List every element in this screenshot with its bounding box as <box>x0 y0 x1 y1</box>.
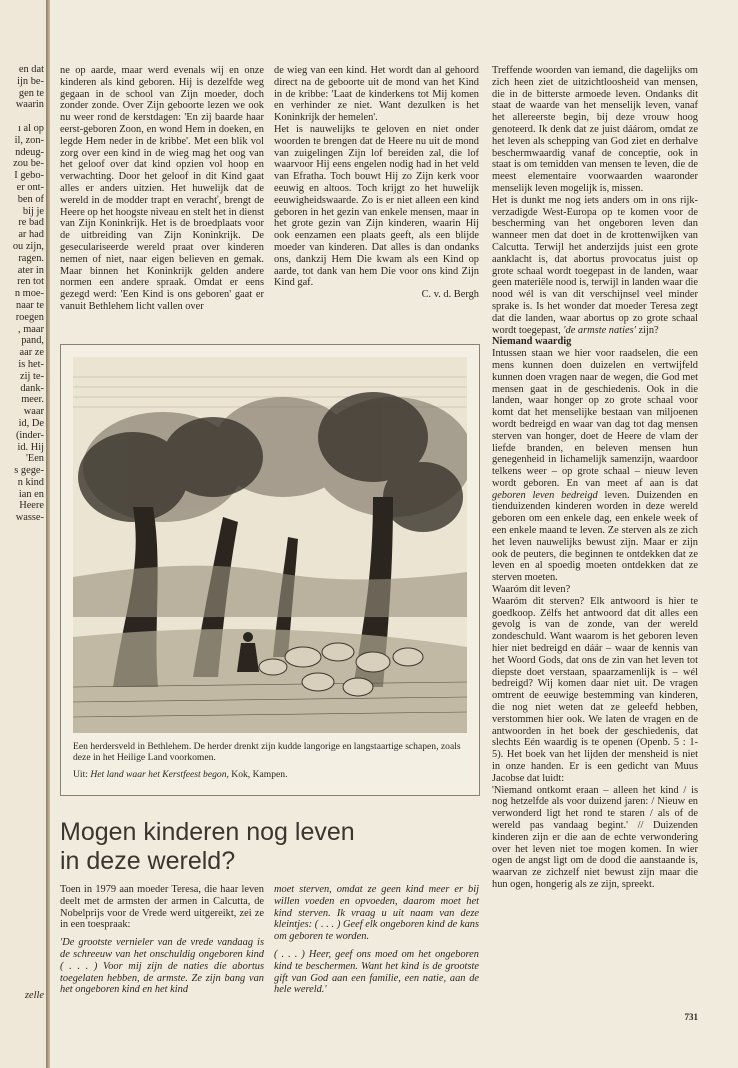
headline-line-1: Mogen kinderen nog leven <box>60 818 355 846</box>
figure-box <box>60 344 480 796</box>
figure-credit <box>73 769 467 780</box>
column-3 <box>492 65 698 1010</box>
column-2-bottom <box>274 884 479 996</box>
paragraph: Waaróm dit leven? <box>492 584 571 596</box>
paragraph: Het is nauwelijks te geloven en niet onder woorden te brengen dat de Heere nu uit de mond van zuigelingen Zijn lof bereiden zal, die lof waarvoor Hij eens engelen nodig had in het veld van Efratha. Toch bouwt Hij zo Zijn kerk voor eeuwig en altoos. Toch krijgt zo het huwelijk eeuwigheidswaarde. Zo is er niet alleen een kind geboren in het gezin van enkele mensen, maar in het grote gezin van Zijn kinderen, waarin Hij ook eenzamen een plaats geeft, als een blijde moeder van kinderen. Dat alles is dan ondanks ons, dankzij Hem Die kwam als een Kind op aarde, tot dank van hem Die voor ons kind Zijn Kind gaf. <box>274 123 479 289</box>
fragment-line: en dat <box>18 64 44 75</box>
previous-page-text-fragment <box>0 64 44 524</box>
fragment-line: (inder- <box>15 429 44 441</box>
fragment-line: n moe- <box>14 288 44 300</box>
paragraph: ne op aarde, maar werd evenals wij en onze kinderen als kind geboren. Hij is dezelfde weg gegaan in de school van Zijn moeder, doch zonder zonde. Over Zijn geboorte lezen we ook nu weer rond de kerstdagen: 'En zij baarde haar eerst-geboren Zoon, en wond Hem in doeken, en legde Hem neder in de kribbe'. Met een blik vol zorg over een kind in de wieg mag het oog van het geloof over dat kind opzien vol hoop en verwachting. Door het geloof in dit Kind gaat alles er anders uitzien. Het huwelijk dat de wereld in de modder trapt en verachť, brengt de Heere op het hoogste niveau en stelt het in dienst van Zijn Koninkrijk. Het is de broedplaats voor de uitbreiding van Zijn Koninkrijk. De geseculariseerde wereld praat over kinderen nemen of niet, naar eigen believen en gemak. Maar binnen het Koninkrijk gelden andere normen een andere spraak. Omdat er eens gezegd werd: 'Een Kind is ons geboren' gaat er vanuit Bethlehem licht vallen over <box>60 65 265 312</box>
fragment-line: gen te <box>18 87 44 99</box>
fragment-line: re bad <box>18 217 44 229</box>
paragraph: Waaróm dit sterven? Elk antwoord is hier te goedkoop. Zélfs het antwoord dat dit alles een gevolg is van de zonde, van der wereld zondeschuld. Want waarom is het geboren leven hier niet bedreigd en dáár – waar de kennis van het Woord Gods, dat ons de zin van het leven tot diepste doet verstaan, spaarzamenlijk is – wél bedreigd? Wij komen daar niet uit. De vragen omtrent de eeuwige bestemming van kinderen, die nog niet weten dat ze geleefd hebben, verstommen hier ook. We laten de vragen en de antwoorden in het boek der geschiedenis, dat slechts Eén waardig is te openen (Openb. 5 : 1-5). Het boek van het lijden der mensheid is niet in onze handen. Er is een gedicht van Muus Jacobse dat luidt: <box>492 595 698 784</box>
fragment-line: 'Een <box>25 453 44 465</box>
quote-paragraph: 'De grootste vernieler van de vrede vandaag is de schreeuw van het onschuldig ongeboren kind ( . . . ) Voor mij zijn de naties die abortus toegelaten hebben, de armste. Ze zijn bang van het ongeboren kind en het kind <box>60 937 264 996</box>
credit-book-title: Het land waar het Kerstfeest begon, <box>90 769 229 780</box>
quote-paragraph: ( . . . ) Heer, geef ons moed om het ongeboren kind te beschermen. Want het kind is de grootste gift van God aan een familie, een natie, aan de hele wereld.' <box>274 948 479 996</box>
credit-prefix: Uit: <box>73 769 91 780</box>
fragment-line: s gege- <box>14 465 44 477</box>
fragment-line: naar te <box>16 299 44 311</box>
fragment-line: ragen. <box>18 252 44 264</box>
text-run: Het is dunkt me nog iets anders om in ons rijk-verzadigde West-Europa op te komen voor de bescherming van het ongeboren leven dan wanneer men dat doet in de krottenwijken van Calcutta. Terwijl het anderzijds juist een grote aanklacht is, dat abortus provocatus juist op grote schaal wordt toegepast in de landen, waar geen materiële nood is, terwijl in landen waar die nood wél is van dit verschijnsel veel minder sprake is. Is het wonder dat moeder Teresa zegt dat die landen, waar abortus op zo grote schaal wordt toegepast, <box>492 194 698 336</box>
fragment-line: zou be- <box>13 158 44 170</box>
fragment-line: id, De <box>18 417 44 429</box>
fragment-line: wasse- <box>15 512 44 524</box>
fragment-line: , maar <box>18 323 44 335</box>
text-run: zijn? <box>635 324 659 336</box>
fragment-line: ar had <box>18 229 44 241</box>
paragraph <box>492 348 698 584</box>
article-headline <box>60 818 480 876</box>
column-2-top <box>274 65 479 301</box>
column-1-bottom <box>60 884 264 996</box>
fragment-line: dank- <box>20 382 44 394</box>
fragment-line: ou zijn, <box>12 240 44 252</box>
etching-shepherd-field-illustration <box>73 357 467 733</box>
fragment-line: pand, <box>21 335 44 347</box>
emphasis: geboren leven bedreigd <box>492 489 598 501</box>
fragment-line: id. Hij <box>17 441 44 453</box>
credit-publisher: Kok, Kampen. <box>228 769 288 780</box>
text-run: Intussen staan we hier voor raadselen, die een mens kunnen doen duizelen en vertwijfeld kunnen doen vragen naar de wegen, die God met mensen gaat in de geschiedenis. Ook in die landen, waar honger op zo grote schaal voor komt dat het menselijke bestaan van miljoenen wordt bedreigd en waar van dag tot dag mensen sterven van honger, doet de Heere de vlam der liefde branden, en beleven mensen hun genegenheid in lichamelijk samenzijn, waardoor telkens weer – op grote schaal – nieuw leven wordt geboren. En van meet af aan is dat <box>492 348 698 489</box>
fragment-line: waar <box>23 406 44 418</box>
fragment-line: er ont- <box>16 181 44 193</box>
column-1-top <box>60 65 264 313</box>
previous-page-edge <box>0 0 46 1068</box>
quote-paragraph: moet sterven, omdat ze geen kind meer er bij willen voeden en opvoeden, daarom moet het kind sterven. Ik vraag u uit naam van deze kleintjes: ( . . . ) Geef elk ongeboren kind de kans om geboren te worden. <box>274 884 479 943</box>
figure-caption: Een herdersveld in Bethlehem. De herder drenkt zijn kudde langorige en langstaartige schapen, zoals deze in het Heilige Land voorkomen. <box>73 741 461 763</box>
author-signature: C. v. d. Bergh <box>421 289 479 301</box>
fragment-line: ater in <box>17 264 44 276</box>
text-run: leven. Duizenden en tienduizenden kinderen worden in deze wereld geboren om een enkele dag, een enkele week of een enkele maand te leven. Ze sterven als ze zich het leven nauwelijks bewust zijn. Maar er zijn ook de peuters, die beginnen te ontdekken dat ze leven en al spoedig moeten ontdekken dat ze sterven moeten. <box>492 489 698 584</box>
fragment-line: ndeug- <box>15 146 44 158</box>
book-spine-shadow <box>46 0 50 1068</box>
previous-page-signature-fragment: zelle <box>24 990 44 1001</box>
fragment-line: aar ze <box>19 347 44 359</box>
fragment-line: Heere <box>19 500 44 512</box>
fragment-line: waarin <box>15 99 44 111</box>
fragment-line: ijn be- <box>17 75 44 87</box>
emphasis: 'de armste naties' <box>563 324 636 336</box>
fragment-line: zij te- <box>20 370 44 382</box>
fragment-line: bij je <box>22 205 44 217</box>
page-number: 731 <box>684 1012 698 1022</box>
fragment-line: n kind <box>17 476 44 488</box>
fragment-line: is het- <box>18 358 44 370</box>
headline-line-2: in deze wereld? <box>60 847 236 875</box>
fragment-line: ian en <box>18 488 44 500</box>
fragment-line: roegen <box>15 311 44 323</box>
paragraph: Treffende woorden van iemand, die dagelijks om zich heen ziet de uitzichtloosheid van mensen, die in de bitterste armoede leven. Ondanks dit staat de waarde van het menselijk leven, vanaf het allereerste begin, bij deze vrouw hoog genoteerd. Ik denk dat ze juist dáárom, omdat ze het leven als schepping van God ziet en derhalve beschermwaardig vanaf de conceptie, ook in staat is om temidden van mensen te leven, die de meest elementaire voorwaarden waaronder menselijk leven mogelijk is, missen. <box>492 65 698 194</box>
fragment-line: ben of <box>17 193 44 205</box>
fragment-line: I gebo- <box>14 170 44 182</box>
paragraph: de wieg van een kind. Het wordt dan al gehoord direct na de geboorte uit de mond van het Kind in de kribbe: 'Laat de kinderkens tot Mij komen en verhinder ze niet. Want dezulken is het Koninkrijk der hemelen'. <box>274 65 479 124</box>
fragment-line <box>0 111 44 123</box>
section-subheading: Niemand waardig <box>492 336 572 348</box>
fragment-line: meer. <box>21 394 44 406</box>
poem-paragraph: 'Niemand ontkomt eraan – alleen het kind / is nog hetzelfde als voor duizend jaren: / Nieuw en verwonderd ligt het rond te staren / als of de wereld pas vandaag begint.' // Duizenden kinderen zijn er die aan de echte verwondering over het leven niet toe mogen komen. In wier ogen de angst ligt om de dood die aanstaande is, waarvan ze zichzelf niet bewust zijn maar die hun ogen, hongerig als ze zijn, spreekt. <box>492 784 698 890</box>
fragment-line: ı al op <box>18 122 44 134</box>
fragment-line: il, zon- <box>14 134 44 146</box>
fragment-line: ren tot <box>17 276 44 288</box>
paragraph <box>492 195 698 337</box>
paragraph: Toen in 1979 aan moeder Teresa, die haar leven deelt met de armsten der armen in Calcutta, de Nobelprijs voor de Vrede werd uitgereikt, zei ze in een toespraak: <box>60 884 264 931</box>
